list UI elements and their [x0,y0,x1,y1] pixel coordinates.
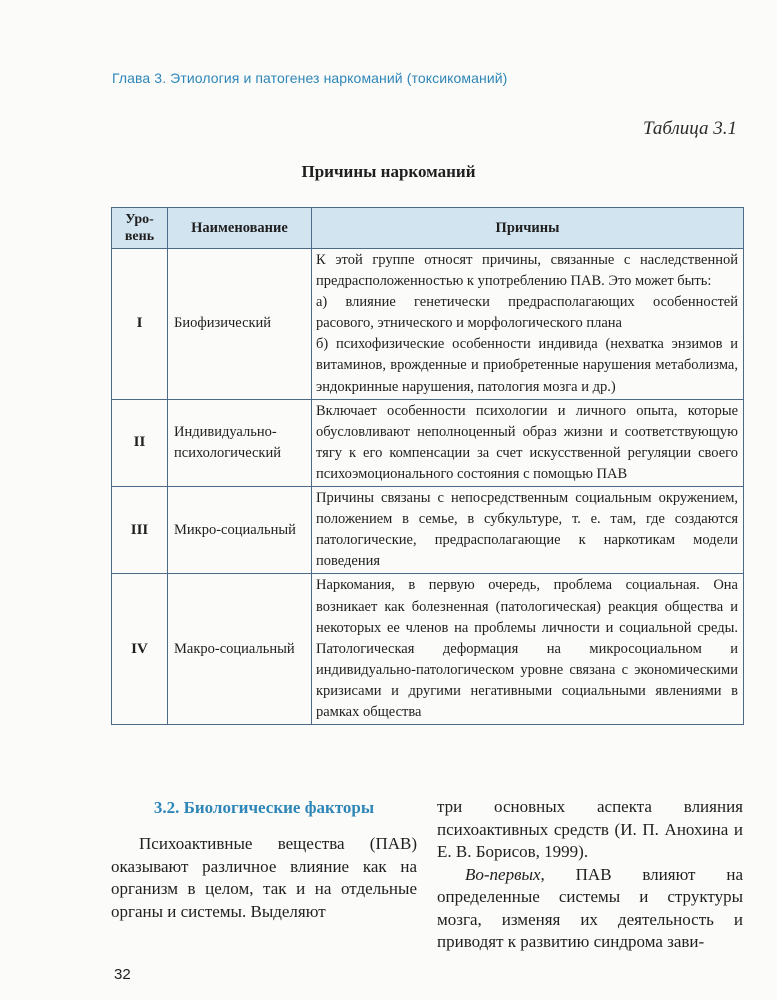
page-number: 32 [114,966,131,983]
table-row [112,574,744,725]
body-paragraph: Психоактивные вещества (ПАВ) оказывают различное влияние как на организм в целом, так и на отдельные органы и системы. Выделяют [111,834,417,921]
reasons-cell: К этой группе относят причины, связанные с наследственной предрасположенностью к употреблению ПАВ. Это может быть: а) влияние генетически предрасполагающих особенностей расового, этнического и морфологического плана б) психофизические особенности индивида (нехватка энзимов и витаминов, врожденные и приобретенные нарушения метаболизма, эндокринные нарушения, патология мозга и др.) [312,249,744,400]
left-column [111,796,417,961]
right-column [437,796,743,961]
table-row [112,399,744,486]
reasons-cell: Включает особенности психологии и личного опыта, которые обусловливают неполноценный образ жизни и соответствующую тягу к его компенсации за счет искусственной регуляции своего психоэмоционального состояния с помощью ПАВ [312,399,744,486]
table-header-row [112,208,744,249]
level-cell: II [112,399,168,486]
table-row [112,487,744,574]
name-cell: Индивидуально-психологический [168,399,312,486]
table-row [112,249,744,400]
body-paragraph [437,864,743,954]
reasons-cell: Причины связаны с непосредственным социальным окружением, положением в семье, в субкультуре, т. е. там, где создаются патологические, предрасполагающие к наркотикам модели поведения [312,487,744,574]
reasons-cell: Наркомания, в первую очередь, проблема социальная. Она возникает как болезненная (патологическая) реакция общества и некоторых ее членов на проблемы личности и социальной среды. Патологическая деформация на микросоциальном и индивидуально-патологическом уровне связана с экономическими кризисами и другими негативными социальными явлениями в рамках общества [312,574,744,725]
table-number: Таблица 3.1 [643,118,737,139]
level-cell: IV [112,574,168,725]
name-cell: Биофизический [168,249,312,400]
level-cell: I [112,249,168,400]
chapter-header: Глава 3. Этиология и патогенез наркоманий (токсикоманий) [112,70,508,86]
emphasis-text: Во-первых [465,864,541,884]
causes-table [111,207,744,725]
name-cell: Макро-социальный [168,574,312,725]
column-header-reasons: Причины [312,208,744,249]
column-header-level: Уро- вень [112,208,168,249]
level-cell: III [112,487,168,574]
section-heading: 3.2. Биологические факторы [153,798,375,817]
body-text-columns [111,796,743,961]
paragraph-text: , ПАВ влияют на определенные системы и структуры мозга, изменяя их деятельность и приводят к развитию синдрома зави- [437,864,743,951]
name-cell: Микро-социальный [168,487,312,574]
body-paragraph: три основных аспекта влияния психоактивных средств (И. П. Анохина и Е. В. Борисов, 1999). [437,797,743,861]
table-title: Причины наркоманий [301,162,476,181]
column-header-name: Наименование [168,208,312,249]
